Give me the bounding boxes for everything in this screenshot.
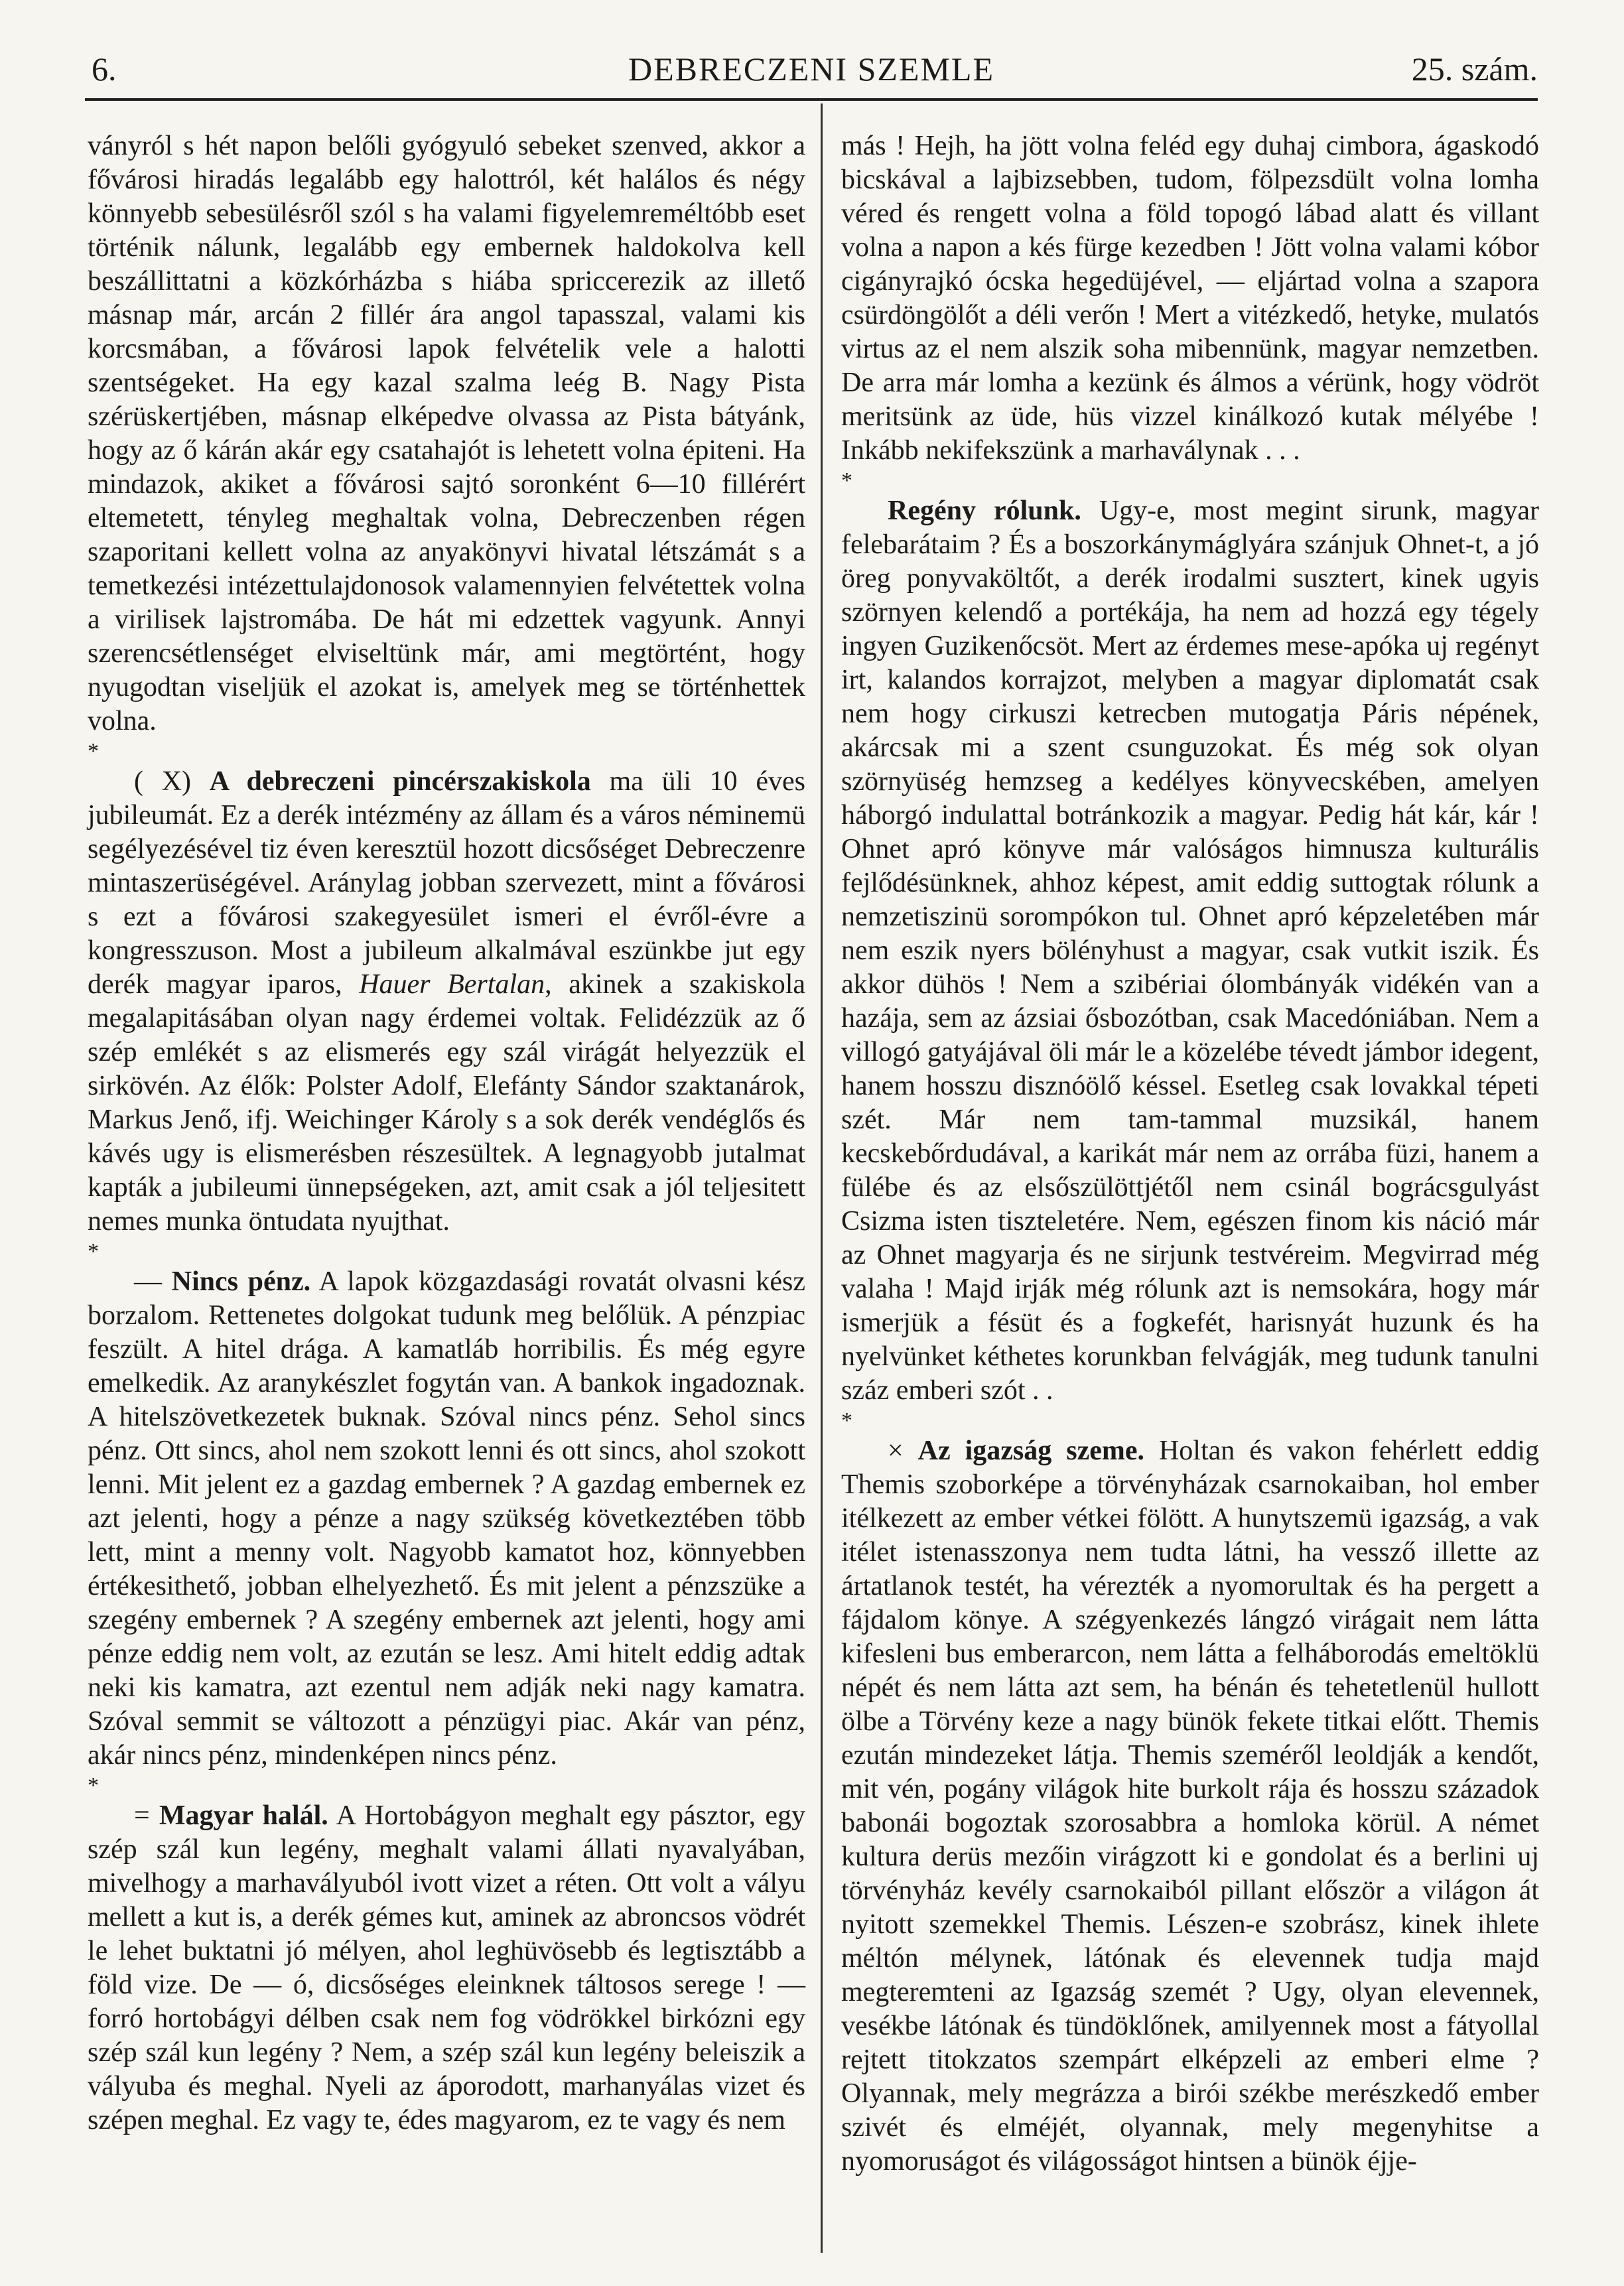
- section-marker: —: [134, 1266, 172, 1297]
- header-rule: [85, 98, 1538, 101]
- section-separator: *: [841, 1408, 852, 1433]
- article-text: Ugy-e, most megint sirunk, magyar felebarátaim ? És a boszorkánymáglyára szánjuk Ohnet-t, a jó öreg ponyvaköltőt, a derék irodalmi susztert, kinek ugyis szörnyen kelendő a portékája, ha nem ad hozzá egy tégely ingyen Guzikenőcsöt. Mert az érdemes mese-apóka uj regényt irt, kalandos korrajzot, melyben a magyar diplomatát csak nem hogy cirkuszi ketrecben mutogatja Páris népének, akárcsak mi a szent csunguzokat. És még sok olyan szörnyüség hemzseg a kedélyes könyvecskében, amelyen háborgó indulattal botránkozik a magyar. Pedig hát kár, kár ! Ohnet apró könyve már valóságos himnusza kulturális fejlődésünknek, ahhoz képest, amit eddig suttogtak rólunk a nemzetiszinü sorompókon tul. Ohnet apró képzeletében már nem eszik nyers bölényhust a magyar, csak vutkit iszik. És akkor dühös ! Nem a szibériai ólombányák vidékén van a hazája, sem az ázsiai ősbozótban, csak Macedóniában. Nem a villogó gatyájával öli már le a közelébe tévedt jámbor idegent, hanem hosszu disznóölő késsel. Esetleg csak lovakkal tépeti szét. Már nem tam-tammal muzsikál, hanem kecskebőrdudával, a karikát már nem az orrába füzi, hanem a fülébe és az elsőszülöttjétől nem csinál bográcsgulyást Csizma isten tiszteletére. Nem, egészen finom kis náció már az Ohnet magyarja és ne sirjunk testvéreim. Megvirrad még valaha ! Majd irják még rólunk azt is nemsokára, hogy már ismerjük a fésüt és a fogkefét, harisnyát huzunk és ha nyelvünket kéthetes korunkban felvágják, meg tudunk tanulni száz emberi szót . .: [841, 496, 1539, 1406]
- article-regeny-rolunk: [841, 494, 1539, 1408]
- article-paragraph: más ! Hejh, ha jött volna feléd egy duhaj cimbora, ágaskodó bicskával a lajbizsebben, tudom, fölpezsdült volna lomha véred és rengett volna a föld topogó lábad alatt és villant volna a napon a kés fürge kezedben ! Jött volna valami kóbor cigányrajkó ócska hegedüjével, — eljártad volna a szapora csürdöngölőt a déli verőn ! Mert a vitézkedő, hetyke, mulatós virtus az el nem alszik soha mibennünk, magyar nemzetben. De arra már lomha a kezünk és álmos a vérünk, hogy vödröt meritsünk az üde, hüs vizzel kinálkozó kutak mélyébe ! Inkább nekifekszünk a marhaválynak . . .: [841, 131, 1539, 466]
- article-text: , akinek a szakiskola megalapitásában olyan nagy érdemei voltak. Felidézzük az ő szép emlékét s az elismerés egy szál virágát helyezzük el sirkövén. Az élők: Polster Adolf, Elefánty Sándor szaktanárok, Markus Jenő, ifj. Weichinger Károly s a sok derék vendéglős és kávés ugy is elismerésben részesültek. A legnagyobb jutalmat kapták a jubileumi ünnepségeken, azt, amit csak a jól teljesitett nemes munka öntudata nyujthat.: [88, 969, 806, 1237]
- right-column: [841, 129, 1539, 2179]
- section-separator: *: [88, 739, 99, 764]
- person-name: Hauer Bertalan: [359, 969, 545, 1000]
- article-igazsag-szeme: [841, 1434, 1539, 2179]
- article-heading: A debreczeni pincérszakiskola: [209, 766, 591, 797]
- issue-number: 25. szám.: [1411, 50, 1538, 88]
- column-divider: [821, 103, 823, 2253]
- article-text: ma üli 10 éves jubileumát. Ez a derék intézmény az állam és a város néminemü segélyezésével tiz éven keresztül hozott dicsőséget Debreczenre mintaszerüségével. Aránylag jobban szervezett, mint a fővárosi s ezt a fővárosi szakegyesület ismeri el évről-évre a kongresszuson. Most a jubileum alkalmával eszünkbe jut egy derék magyar iparos,: [88, 766, 806, 1000]
- page-header: [85, 42, 1538, 96]
- page-number: 6.: [92, 50, 117, 88]
- article-text: Holtan és vakon fehérlett eddig Themis szoborképe a törvényházak csarnokaiban, hol ember itélkezett az ember vétkei fölött. A hunytszemü igazság, a vak itélet istenasszonya nem tudta látni, ha vessző illette az ártatlanok testét, ha vérezték a nyomorultak és ha pergett a fájdalom könye. A szégyenkezés lángzó virágait nem látta kifesleni bus emberarcon, nem látta a felháborodás emeltöklü népét és nem látta azt sem, ha bénán és tehetetlenül hullott ölbe a Törvény keze a nagy bünök fekete titkai előtt. Themis ezután mindezeket látja. Themis szeméről leoldják a kendőt, mit vén, pogány világok hite burkolt rája és hosszu századok babonái bogoztak szorosabbra a homloka körül. A német kultura derüs mezőin virágzott ki e gondolat és a berlini uj törvényház kevély csarnokaiból pillant először a világon át nyitott szemekkel Themis. Lészen-e szobrász, kinek ihlete méltón mélynek, látónak és elevennek tudja majd megteremteni az Igazság szemét ? Ugy, olyan elevennek, vesékbe látónak és tündöklőnek, amilyennek most a fátyollal rejtett titokzatos szempárt elképzeli az emberi elme ? Olyannak, mely megrázza a birói székbe merészkedő ember szivét és elméjét, olyannak, mely megenyhitse a nyomoruságot és világosságot hintsen a bünök éjje-: [841, 1436, 1540, 2177]
- article-heading: Regény rólunk.: [888, 496, 1081, 526]
- section-marker: ( X): [134, 766, 210, 797]
- section-separator: *: [88, 1773, 99, 1798]
- article-heading: Az igazság szeme.: [917, 1436, 1144, 1466]
- article-pincerszakiskola: [88, 765, 805, 1239]
- article-heading: Nincs pénz.: [171, 1266, 311, 1297]
- article-text: A lapok közgazdasági rovatát olvasni kész borzalom. Rettenetes dolgokat tudunk meg belőlük. A pénzpiac feszült. A hitel drága. A kamatláb horribilis. És még egyre emelkedik. Az aranykészlet fogytán van. A bankok ingadoznak. A hitelszövetkezetek buknak. Szóval nincs pénz. Sehol sincs pénz. Ott sincs, ahol nem szokott lenni és ott sincs, ahol szokott lenni. Mit jelent ez a gazdag embernek ? A gazdag embernek ez azt jelenti, hogy a pénze a nagy szükség következtében több lett, mint a menny volt. Nagyobb kamatot hoz, könnyebben értékesithető, jobban elhelyezhető. És mit jelent a pénzszüke a szegény embernek ? A szegény embernek azt jelenti, hogy ami pénze eddig nem volt, az ezután se lesz. Ami hitelt eddig adtak neki kis kamatra, azt ezentul nem adják neki nagy kamatra. Szóval semmit se változott a pénzügyi piac. Akár van pénz, akár nincs pénz, mindenképen nincs pénz.: [88, 1266, 805, 1771]
- article-paragraph: ványról s hét napon belőli gyógyuló sebeket szenved, akkor a fővárosi hiradás legalább egy halottról, két halálos és négy könnyebb sebesülésről szól s ha valami figyelemreméltóbb eset történik nálunk, legalább egy embernek haldokolva kell beszállittatni a közkórházba s hiába spriccerezik az illető másnap már, arcán 2 fillér ára angol tapasszal, valami kis korcsmában, a fővárosi lapok felvételik vele a halotti szentségeket. Ha egy kazal szalma leég B. Nagy Pista szérüskertjében, másnap elképedve olvassa az Pista bátyánk, hogy az ő kárán akár egy csatahajót is lehetett volna épiteni. Ha mindazok, akiket a fővárosi sajtó soronként 6—10 fillérért eltemetett, tényleg meghaltak volna, Debreczenben régen szaporitani kellett volna az anyakönyvi hivatal létszámát s a temetkezési intézettulajdonosok valamennyien felvétettek volna a virilisek lajstromába. De hát mi edzettek vagyunk. Annyi szerencsétlenséget elviseltünk már, ami megtörtént, hogy nyugodtan viseljük el azokat is, amelyek meg se történhettek volna.: [88, 131, 805, 736]
- publication-title: DEBRECZENI SZEMLE: [628, 50, 995, 88]
- left-column: [88, 129, 805, 2137]
- section-separator: *: [841, 468, 852, 493]
- section-separator: *: [88, 1239, 99, 1264]
- article-nincs-penz: [88, 1265, 805, 1773]
- article-text: A Hortobágyon meghalt egy pásztor, egy szép szál kun legény, meghalt valami állati nyavalyában, mivelhogy a marhavályuból ivott vizet a réten. Ott volt a vályu mellett a kut is, a derék gémes kut, aminek az abroncsos vödrét le lehet buktatni jó mélyen, ahol leghüvösebb és legtisztább a föld vize. De — ó, dicsőséges eleinknek táltosos serege ! — forró hortobágyi délben csak nem fog vödrökkel birkózni egy szép szál kun legény ? Nem, a szép szál kun legény beleiszik a vályuba és meghal. Nyeli az áporodott, marhanyálas vizet és szépen meghal. Ez vagy te, édes magyarom, ez te vagy és nem: [88, 1800, 805, 2135]
- article-magyar-halal: [88, 1799, 805, 2137]
- article-heading: Magyar halál.: [159, 1800, 328, 1831]
- section-marker: =: [134, 1800, 159, 1831]
- section-marker: ×: [888, 1436, 918, 1466]
